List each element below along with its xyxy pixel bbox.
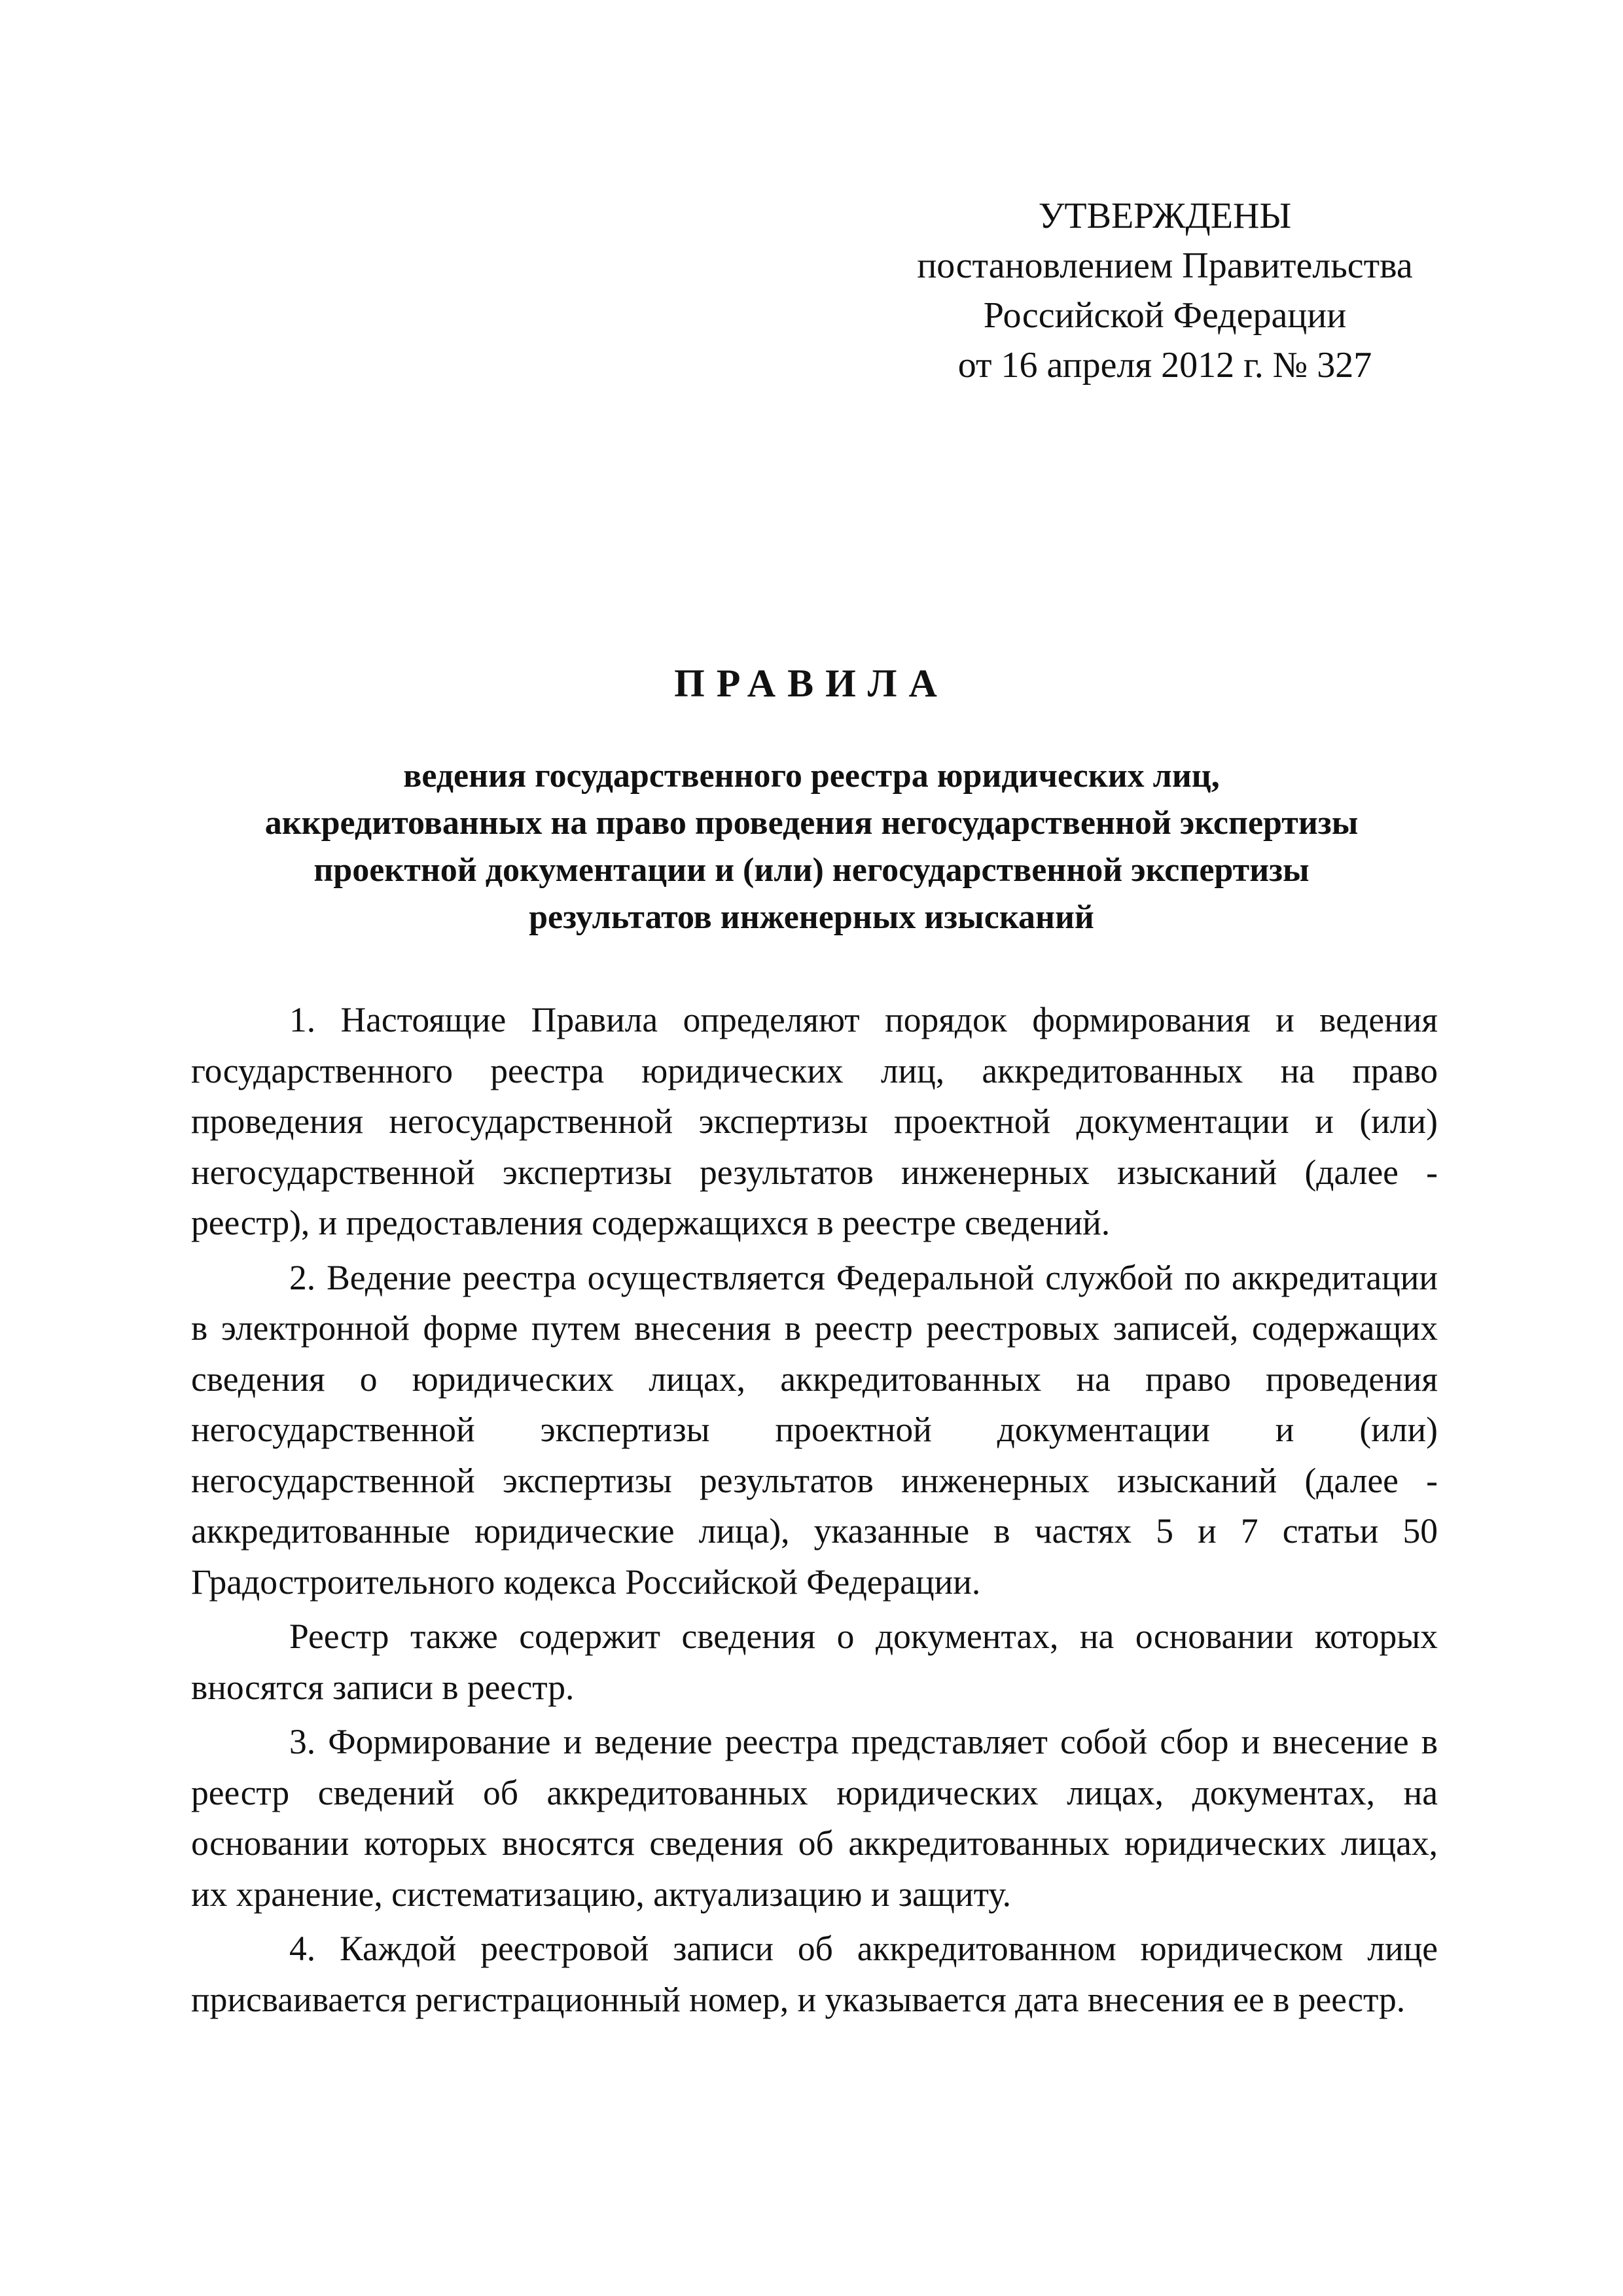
approval-stamp-block (870, 191, 1459, 390)
subtitle-line: ведения государственного реестра юридических лиц, (403, 757, 1220, 795)
paragraph-1: 1. Настоящие Правила определяют порядок формирования и ведения государственного реестра юридических лиц, аккредитованных на право проведения негосударственной экспертизы проектной документации и (или) негосударственной экспертизы результатов инженерных изысканий (далее - реестр), и предоставления содержащихся в реестре сведений. (191, 1000, 1438, 1242)
approval-heading: УТВЕРЖДЕНЫ (1038, 196, 1292, 236)
document-body (191, 995, 1438, 2029)
subtitle-line: аккредитованных на право проведения негосударственной экспертизы (264, 804, 1359, 842)
paragraph-2-continued: Реестр также содержит сведения о документах, на основании которых вносятся записи в реестр. (191, 1617, 1438, 1707)
approval-line-date: от 16 апреля 2012 г. № 327 (957, 345, 1372, 386)
paragraph-3: 3. Формирование и ведение реестра представляет собой сбор и внесение в реестр сведений об аккредитованных юридических лицах, документах, на основании которых вносятся сведения об аккредитованных юридических лицах, их хранение, систематизацию, актуализацию и защиту. (191, 1722, 1438, 1914)
subtitle-line: результатов инженерных изысканий (529, 899, 1094, 936)
paragraph-4: 4. Каждой реестровой записи об аккредитованном юридическом лице присваивается регистрационный номер, и указывается дата внесения ее в реестр. (191, 1929, 1438, 2019)
subtitle-line: проектной документации и (или) негосударственной экспертизы (313, 852, 1310, 889)
approval-line-decree: постановлением Правительства (917, 245, 1413, 286)
paragraph-2: 2. Ведение реестра осуществляется Федеральной службой по аккредитации в электронной форме путем внесения в реестр реестровых записей, содержащих сведения о юридических лицах, аккредитованных на право проведения негосударственной экспертизы проектной документации и (или) негосударственной экспертизы результатов инженерных изысканий (далее - аккредитованные юридические лица), указанные в частях 5 и 7 статьи 50 Градостроительного кодекса Российской Федерации. (191, 1257, 1438, 1602)
approval-line-federation: Российской Федерации (983, 295, 1347, 336)
document-subtitle (157, 753, 1466, 941)
document-title: ПРАВИЛА (674, 662, 949, 705)
